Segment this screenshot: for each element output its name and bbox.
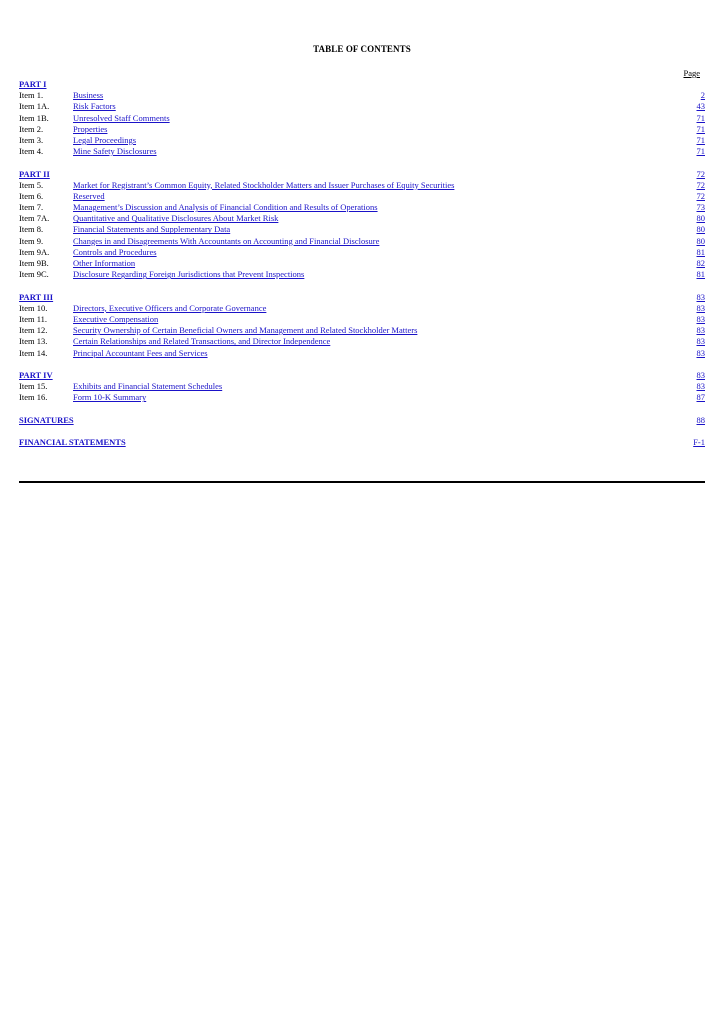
part-link[interactable]: PART III [19,291,54,302]
toc-item-row [19,336,705,347]
part-link[interactable]: PART IV [19,369,53,380]
page-link[interactable]: 88 [696,414,705,425]
item-number: Item 16. [19,392,48,403]
spacer [19,280,705,291]
item-number: Item 15. [19,381,48,392]
toc-item-row [19,258,705,269]
item-number: Item 5. [19,179,44,190]
item-link[interactable]: Disclosure Regarding Foreign Jurisdictions that Prevent Inspections [73,269,305,280]
page-link[interactable]: 83 [696,313,705,324]
item-number: Item 6. [19,190,44,201]
toc-item-row [19,392,705,403]
item-link[interactable]: Reserved [73,190,105,201]
page-column-header: Page [683,68,700,78]
item-link[interactable]: Management’s Discussion and Analysis of Financial Condition and Results of Operations [73,202,378,213]
item-number: Item 3. [19,134,44,145]
page-link[interactable]: 83 [696,291,705,302]
part-row [19,169,705,180]
item-link[interactable]: Mine Safety Disclosures [73,146,157,157]
item-number: Item 9B. [19,258,49,268]
item-number: Item 1. [19,90,44,101]
item-link[interactable]: Unresolved Staff Comments [73,112,170,123]
spacer [19,403,705,414]
page-divider [19,481,705,483]
item-link[interactable]: Risk Factors [73,101,116,112]
item-link[interactable]: Quantitative and Qualitative Disclosures About Market Risk [73,213,279,224]
page-link[interactable]: 71 [696,112,705,123]
toc-item-row [19,224,705,235]
page-link[interactable]: F-1 [693,437,705,447]
part-link[interactable]: PART I [19,79,47,89]
page-link[interactable]: 72 [696,190,705,201]
item-number: Item 9. [19,235,44,246]
page-link[interactable]: 81 [696,269,705,280]
spacer [19,157,705,168]
item-link[interactable]: Certain Relationships and Related Transactions, and Director Independence [73,336,331,347]
page-link[interactable]: 83 [696,325,705,336]
page-link[interactable]: 87 [696,392,705,403]
item-number: Item 14. [19,347,48,358]
signatures-row [19,415,705,426]
toc-item-row [19,236,705,247]
item-link[interactable]: Form 10-K Summary [73,392,147,403]
item-number: Item 9C. [19,269,49,280]
page-link[interactable]: 80 [696,235,705,246]
page-title: TABLE OF CONTENTS [313,44,411,54]
toc-item-row [19,146,705,157]
page-link[interactable]: 82 [696,258,705,268]
page-link[interactable]: 83 [696,381,705,392]
spacer [19,426,705,437]
page-link[interactable]: 71 [696,134,705,145]
item-number: Item 8. [19,224,44,235]
page-link[interactable]: 83 [696,336,705,347]
item-link[interactable]: Exhibits and Financial Statement Schedules [73,381,223,392]
toc-item-row [19,202,705,213]
toc-item-row [19,348,705,359]
page-link[interactable]: 83 [696,347,705,358]
item-link[interactable]: Market for Registrant’s Common Equity, Related Stockholder Matters and Issuer Purchases of Equity Securities [73,179,455,190]
signatures-link[interactable]: SIGNATURES [19,414,74,425]
page-link[interactable]: 71 [696,123,705,134]
toc-item-row [19,135,705,146]
page-link[interactable]: 2 [700,90,705,101]
toc-item-row [19,124,705,135]
item-number: Item 2. [19,123,44,134]
item-link[interactable]: Legal Proceedings [73,134,137,145]
item-link[interactable]: Security Ownership of Certain Beneficial Owners and Management and Related Stockholder Matters [73,325,418,336]
item-number: Item 7. [19,202,44,213]
item-link[interactable]: Business [73,90,104,101]
page-link[interactable]: 73 [696,202,705,213]
item-number: Item 10. [19,302,48,313]
page-link[interactable]: 43 [696,101,705,112]
page-link[interactable]: 83 [696,302,705,313]
page-link[interactable]: 83 [696,369,705,380]
item-number: Item 1A. [19,101,50,112]
item-link[interactable]: Properties [73,123,108,134]
toc-item-row [19,90,705,101]
page-link[interactable]: 80 [696,224,705,235]
item-link[interactable]: Controls and Procedures [73,246,157,257]
toc-item-row [19,213,705,224]
toc-item-row [19,113,705,124]
toc-item-row [19,191,705,202]
toc-item-row [19,314,705,325]
toc-item-row [19,247,705,258]
financial-statements-link[interactable]: FINANCIAL STATEMENTS [19,437,126,447]
item-link[interactable]: Directors, Executive Officers and Corporate Governance [73,302,267,313]
item-number: Item 1B. [19,112,49,123]
item-number: Item 7A. [19,213,50,224]
toc-item-row [19,325,705,336]
part-row[interactable] [19,79,705,90]
toc-item-row [19,303,705,314]
table-of-contents [19,79,705,448]
item-link[interactable]: Other Information [73,258,136,268]
page-link[interactable]: 80 [696,213,705,224]
item-link[interactable]: Changes in and Disagreements With Accountants on Accounting and Financial Disclosure [73,235,380,246]
part-row [19,370,705,381]
toc-item-row [19,269,705,280]
page-link[interactable]: 72 [696,168,705,179]
spacer [19,359,705,370]
item-link[interactable]: Principal Accountant Fees and Services [73,347,208,358]
financial-statements-row [19,437,705,448]
page-link[interactable]: 72 [696,179,705,190]
toc-item-row [19,101,705,112]
item-number: Item 4. [19,146,44,157]
item-number: Item 11. [19,313,48,324]
item-number: Item 12. [19,325,48,336]
item-number: Item 9A. [19,246,50,257]
toc-item-row [19,180,705,191]
item-number: Item 13. [19,336,48,347]
page-link[interactable]: 71 [696,146,705,157]
item-link[interactable]: Executive Compensation [73,313,159,324]
part-row [19,292,705,303]
toc-item-row [19,381,705,392]
page-link[interactable]: 81 [696,246,705,257]
part-link[interactable]: PART II [19,168,50,179]
item-link[interactable]: Financial Statements and Supplementary Data [73,224,231,235]
